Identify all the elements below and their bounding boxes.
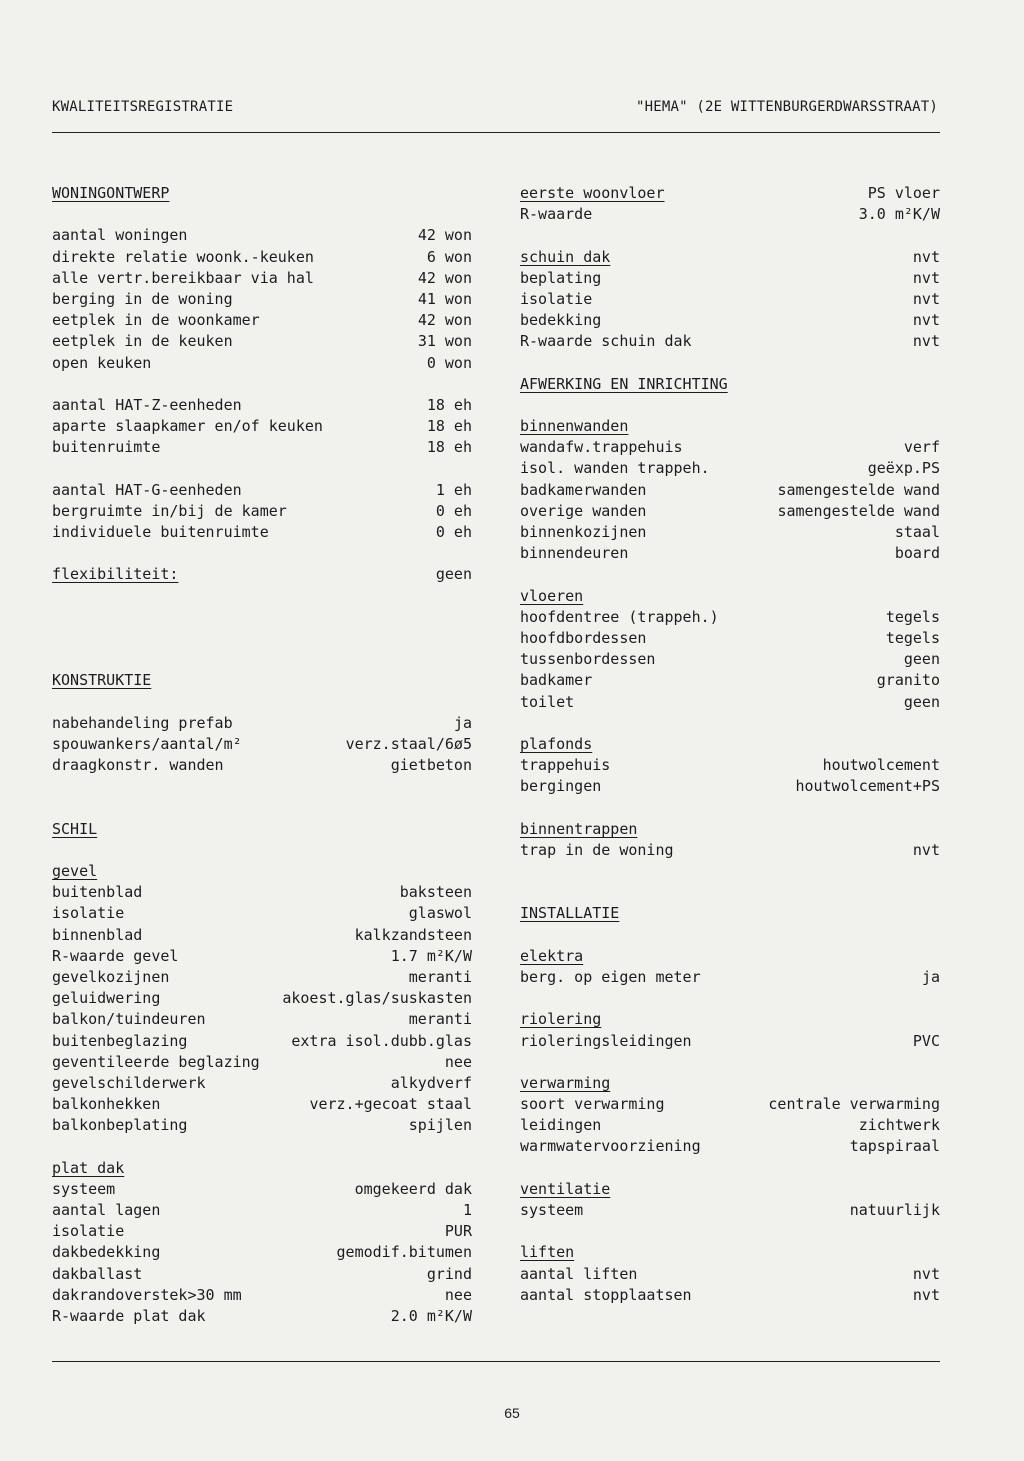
spec-value: verz.staal/6ø5 xyxy=(345,734,472,753)
spec-row xyxy=(520,628,940,649)
spec-row xyxy=(52,1221,472,1242)
spec-row xyxy=(52,967,472,988)
spec-row xyxy=(52,734,472,755)
schuin-dak-value: nvt xyxy=(912,247,940,266)
spec-label: eetplek in de woonkamer xyxy=(52,311,260,330)
spec-row xyxy=(52,1242,472,1263)
spec-value: 2.0 m²K/W xyxy=(390,1306,472,1325)
spec-value: 31 won xyxy=(417,332,472,351)
spec-value: nvt xyxy=(912,332,940,351)
spec-label: buitenbeglazing xyxy=(52,1031,188,1050)
spec-value: samengestelde wand xyxy=(777,480,940,499)
schuin-dak-rows xyxy=(520,268,940,353)
spec-label: aantal liften xyxy=(520,1264,638,1283)
spec-value: tegels xyxy=(885,607,940,626)
spec-value: 41 won xyxy=(417,289,472,308)
spec-value: 1.7 m²K/W xyxy=(390,946,472,965)
spec-value: alkydverf xyxy=(390,1073,472,1092)
subsection-title-binnenwanden: binnenwanden xyxy=(520,417,629,436)
flexibiliteit-label: flexibiliteit: xyxy=(52,565,179,584)
spec-value: PUR xyxy=(444,1222,472,1241)
spec-value: meranti xyxy=(408,1010,472,1029)
spec-row xyxy=(520,1115,940,1136)
flexibiliteit-row xyxy=(52,564,472,585)
spec-label: badkamerwanden xyxy=(520,480,647,499)
spec-value: 1 eh xyxy=(435,480,472,499)
spec-value: 18 eh xyxy=(426,395,472,414)
spec-row xyxy=(520,755,940,776)
spec-label: individuele buitenruimte xyxy=(52,523,269,541)
spec-label: trappehuis xyxy=(520,756,611,775)
spec-row xyxy=(52,946,472,967)
spec-row xyxy=(52,331,472,352)
spec-row xyxy=(52,310,472,331)
spec-value: 18 eh xyxy=(426,417,472,436)
bottom-rule xyxy=(52,1361,940,1362)
woonvloer-rows xyxy=(520,204,940,225)
spec-row xyxy=(520,1136,940,1157)
section-title-konstruktie: KONSTRUKTIE xyxy=(52,671,152,690)
spec-row xyxy=(520,1031,940,1052)
spec-value: PVC xyxy=(912,1031,940,1050)
spec-row xyxy=(520,501,940,522)
spec-label: leidingen xyxy=(520,1116,602,1135)
spec-row xyxy=(520,692,940,713)
elektra-rows xyxy=(520,967,940,988)
spec-label: nabehandeling prefab xyxy=(52,713,233,732)
spec-value: nee xyxy=(444,1285,472,1304)
schuin-dak-title-row xyxy=(520,247,940,268)
subsection-title-riolering: riolering xyxy=(520,1010,602,1029)
spec-row xyxy=(52,416,472,437)
spec-label: binnenblad xyxy=(52,925,143,944)
spec-value: samengestelde wand xyxy=(777,501,940,520)
spec-row xyxy=(52,247,472,268)
spec-label: R-waarde gevel xyxy=(52,946,179,965)
spec-row xyxy=(52,1264,472,1285)
spec-value: 0 won xyxy=(426,353,472,372)
spec-value: natuurlijk xyxy=(849,1201,940,1219)
spec-value: ja xyxy=(453,713,472,732)
spec-label: R-waarde xyxy=(520,205,593,224)
spec-row xyxy=(520,649,940,670)
subsection-title-gevel: gevel xyxy=(52,862,98,880)
spec-row xyxy=(520,522,940,543)
subsection-title-plat-dak: plat dak xyxy=(52,1158,125,1177)
spec-label: aparte slaapkamer en/of keuken xyxy=(52,417,323,436)
spec-label: dakballast xyxy=(52,1264,143,1283)
gevel-rows xyxy=(52,882,472,1136)
section-title-schil: SCHIL xyxy=(52,819,98,838)
spec-row xyxy=(52,1285,472,1306)
subsection-title-liften: liften xyxy=(520,1243,575,1262)
spec-row xyxy=(520,310,940,331)
spec-value: 0 eh xyxy=(435,523,472,541)
spec-value: nvt xyxy=(912,840,940,859)
spec-label: spouwankers/aantal/m² xyxy=(52,734,242,753)
spec-label: badkamer xyxy=(520,671,593,690)
spec-label: trap in de woning xyxy=(520,840,674,859)
spec-row xyxy=(520,776,940,797)
spec-label: aantal stopplaatsen xyxy=(520,1285,692,1304)
spec-value: tegels xyxy=(885,628,940,647)
konstruktie-rows xyxy=(52,713,472,777)
spec-label: eetplek in de keuken xyxy=(52,332,233,351)
spec-label: binnendeuren xyxy=(520,544,629,563)
spec-label: berging in de woning xyxy=(52,289,233,308)
spec-row xyxy=(52,268,472,289)
spec-value: staal xyxy=(894,523,940,541)
spec-row xyxy=(52,225,472,246)
spec-row xyxy=(52,1094,472,1115)
plafonds-rows xyxy=(520,755,940,797)
spec-value: gemodif.bitumen xyxy=(336,1243,472,1262)
spec-label: bergruimte in/bij de kamer xyxy=(52,501,287,520)
spec-row xyxy=(520,1264,940,1285)
spec-value: geëxp.PS xyxy=(867,459,940,478)
spec-label: isolatie xyxy=(52,904,125,923)
subsection-title-binnentrappen: binnentrappen xyxy=(520,819,638,838)
spec-row xyxy=(52,480,472,501)
header-left: KWALITEITSREGISTRATIE xyxy=(52,99,234,115)
spec-value: 42 won xyxy=(417,268,472,287)
spec-label: open keuken xyxy=(52,353,152,372)
spec-value: 3.0 m²K/W xyxy=(858,205,940,224)
spec-value: nvt xyxy=(912,311,940,330)
spec-value: geen xyxy=(903,692,940,711)
spec-value: verz.+gecoat staal xyxy=(309,1095,472,1114)
spec-value: nvt xyxy=(912,1264,940,1283)
spec-row xyxy=(520,543,940,564)
spec-row xyxy=(52,501,472,522)
spec-row xyxy=(52,1115,472,1136)
top-rule xyxy=(52,132,940,133)
spec-label: beplating xyxy=(520,268,602,287)
woonvloer-type: PS vloer xyxy=(867,184,940,202)
spec-label: balkon/tuindeuren xyxy=(52,1010,206,1029)
spec-value: houtwolcement+PS xyxy=(795,777,940,796)
woningontwerp-rows-2 xyxy=(52,395,472,459)
spec-row xyxy=(52,1009,472,1030)
flexibiliteit-value: geen xyxy=(435,565,472,584)
spec-row xyxy=(52,713,472,734)
spec-row xyxy=(520,480,940,501)
page-number: 65 xyxy=(504,1405,520,1421)
spec-row xyxy=(52,1052,472,1073)
spec-value: granito xyxy=(876,671,940,690)
spec-value: 0 eh xyxy=(435,501,472,520)
spec-label: rioleringsleidingen xyxy=(520,1031,692,1050)
spec-row xyxy=(520,268,940,289)
spec-row xyxy=(52,353,472,374)
spec-row xyxy=(520,437,940,458)
spec-label: systeem xyxy=(52,1179,116,1198)
section-title-afwerking: AFWERKING EN INRICHTING xyxy=(520,374,728,393)
spec-value: omgekeerd dak xyxy=(354,1179,472,1198)
spec-label: draagkonstr. wanden xyxy=(52,756,224,775)
spec-label: aantal HAT-G-eenheden xyxy=(52,480,242,499)
spec-value: akoest.glas/suskasten xyxy=(282,989,472,1008)
spec-label: wandafw.trappehuis xyxy=(520,438,683,457)
spec-value: grind xyxy=(426,1264,472,1283)
spec-label: buitenblad xyxy=(52,883,143,902)
spec-label: aantal lagen xyxy=(52,1201,161,1219)
spec-label: aantal HAT-Z-eenheden xyxy=(52,395,242,414)
spec-label: aantal woningen xyxy=(52,226,188,245)
binnenwanden-rows xyxy=(520,437,940,564)
spec-label: dakrandoverstek>30 mm xyxy=(52,1285,242,1304)
riolering-rows xyxy=(520,1031,940,1052)
liften-rows xyxy=(520,1264,940,1306)
spec-value: baksteen xyxy=(399,883,472,902)
woningontwerp-rows-1 xyxy=(52,225,472,373)
section-title-woningontwerp: WONINGONTWERP xyxy=(52,184,170,202)
spec-label: gevelschilderwerk xyxy=(52,1073,206,1092)
spec-value: 42 won xyxy=(417,311,472,330)
spec-value: extra isol.dubb.glas xyxy=(291,1031,472,1050)
spec-label: toilet xyxy=(520,692,575,711)
spec-value: ja xyxy=(921,967,940,986)
spec-label: warmwatervoorziening xyxy=(520,1137,701,1156)
spec-label: alle vertr.bereikbaar via hal xyxy=(52,268,314,287)
spec-row xyxy=(520,967,940,988)
spec-value: board xyxy=(894,544,940,563)
spec-row xyxy=(520,204,940,225)
spec-row xyxy=(52,1200,472,1221)
spec-label: balkonhekken xyxy=(52,1095,161,1114)
spec-label: berg. op eigen meter xyxy=(520,967,701,986)
spec-row xyxy=(520,607,940,628)
spec-value: nvt xyxy=(912,1285,940,1304)
spec-value: kalkzandsteen xyxy=(354,925,472,944)
spec-row xyxy=(52,925,472,946)
subsection-title-vloeren: vloeren xyxy=(520,586,584,605)
subsection-title-plafonds: plafonds xyxy=(520,734,593,753)
subsection-title-ventilatie: ventilatie xyxy=(520,1179,611,1198)
section-title-installatie: INSTALLATIE xyxy=(520,904,620,923)
spec-label: isolatie xyxy=(520,289,593,308)
spec-value: glaswol xyxy=(408,904,472,923)
spec-value: nvt xyxy=(912,268,940,287)
subsection-title-eerste-woonvloer: eerste woonvloer xyxy=(520,184,665,202)
spec-value: 1 xyxy=(462,1201,472,1219)
ventilatie-rows xyxy=(520,1200,940,1221)
spec-label: bergingen xyxy=(520,777,602,796)
spec-row xyxy=(52,1179,472,1200)
spec-label: R-waarde plat dak xyxy=(52,1306,206,1325)
spec-value: meranti xyxy=(408,967,472,986)
spec-label: balkonbeplating xyxy=(52,1116,188,1135)
subsection-title-elektra: elektra xyxy=(520,946,584,965)
spec-value: geen xyxy=(903,650,940,669)
spec-value: zichtwerk xyxy=(858,1116,940,1135)
spec-row xyxy=(52,289,472,310)
spec-label: isol. wanden trappeh. xyxy=(520,459,710,478)
spec-value: gietbeton xyxy=(390,756,472,775)
spec-row xyxy=(52,437,472,458)
spec-label: buitenruimte xyxy=(52,438,161,457)
spec-value: centrale verwarming xyxy=(768,1095,940,1114)
spec-row xyxy=(52,903,472,924)
spec-row xyxy=(52,755,472,776)
spec-label: R-waarde schuin dak xyxy=(520,332,692,351)
spec-row xyxy=(520,1094,940,1115)
spec-row xyxy=(520,840,940,861)
spec-label: direkte relatie woonk.-keuken xyxy=(52,247,314,266)
spec-row xyxy=(52,1073,472,1094)
spec-label: bedekking xyxy=(520,311,602,330)
spec-label: gevelkozijnen xyxy=(52,967,170,986)
spec-label: tussenbordessen xyxy=(520,650,656,669)
subsection-title-verwarming: verwarming xyxy=(520,1073,611,1092)
spec-label: geventileerde beglazing xyxy=(52,1052,260,1071)
spec-row xyxy=(52,1306,472,1327)
spec-value: verf xyxy=(903,438,940,457)
spec-label: binnenkozijnen xyxy=(520,523,647,541)
spec-value: nee xyxy=(444,1052,472,1071)
spec-label: geluidwering xyxy=(52,989,161,1008)
spec-label: soort verwarming xyxy=(520,1095,665,1114)
spec-value: spijlen xyxy=(408,1116,472,1135)
spec-label: dakbedekking xyxy=(52,1243,161,1262)
woningontwerp-rows-3 xyxy=(52,480,472,544)
spec-value: 18 eh xyxy=(426,438,472,457)
spec-label: hoofdentree (trappeh.) xyxy=(520,607,719,626)
plat-dak-rows xyxy=(52,1179,472,1327)
vloeren-rows xyxy=(520,607,940,713)
spec-label: isolatie xyxy=(52,1222,125,1241)
spec-row xyxy=(520,289,940,310)
spec-row xyxy=(520,1200,940,1221)
spec-row xyxy=(520,458,940,479)
spec-row xyxy=(520,670,940,691)
spec-value: 42 won xyxy=(417,226,472,245)
spec-label: hoofdbordessen xyxy=(520,628,647,647)
subsection-title-schuin-dak: schuin dak xyxy=(520,247,611,266)
spec-label: systeem xyxy=(520,1201,584,1219)
spec-row xyxy=(52,1031,472,1052)
spec-row xyxy=(52,882,472,903)
verwarming-rows xyxy=(520,1094,940,1158)
spec-row xyxy=(52,988,472,1009)
woonvloer-title-row xyxy=(520,183,940,204)
spec-label: overige wanden xyxy=(520,501,647,520)
spec-row xyxy=(52,522,472,543)
left-column xyxy=(52,183,472,1327)
spec-row xyxy=(520,1285,940,1306)
header-right: "HEMA" (2E WITTENBURGERDWARSSTRAAT) xyxy=(635,99,938,115)
spec-value: 6 won xyxy=(426,247,472,266)
spec-value: nvt xyxy=(912,289,940,308)
binnentrappen-rows xyxy=(520,840,940,861)
right-column xyxy=(520,183,940,1306)
spec-value: houtwolcement xyxy=(822,756,940,775)
spec-value: tapspiraal xyxy=(849,1137,940,1156)
spec-row xyxy=(520,331,940,352)
spec-row xyxy=(52,395,472,416)
